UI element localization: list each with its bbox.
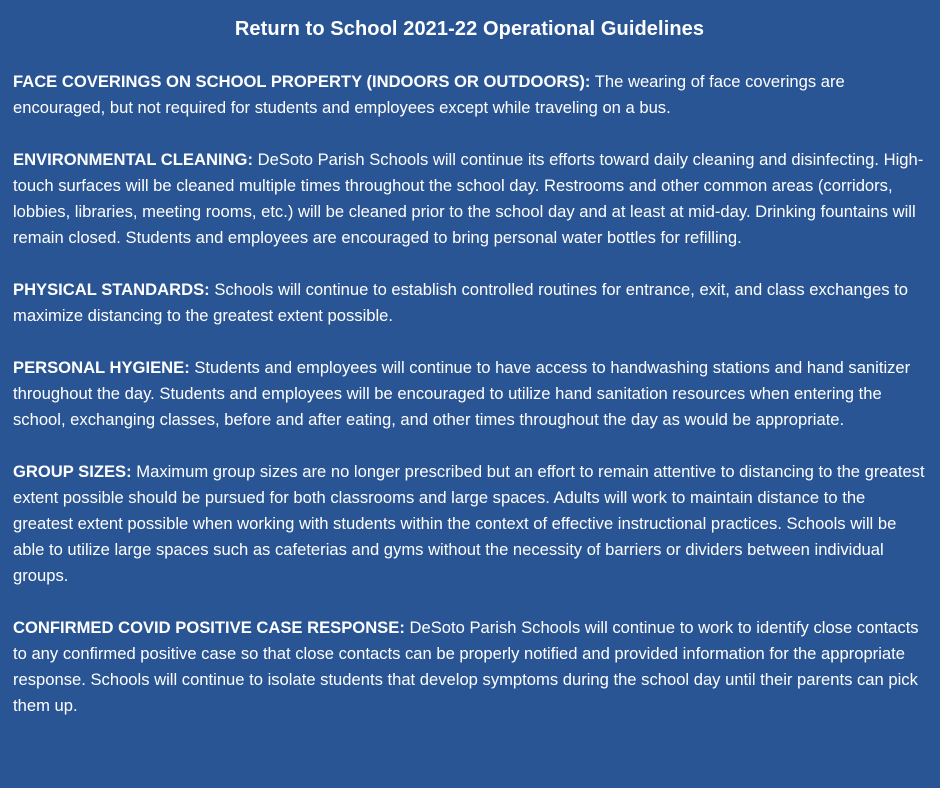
section-heading: PHYSICAL STANDARDS: [13, 280, 210, 299]
section-text: The wearing of face coverings are encouraged, but not required for students and employees except while traveling on a bus. [13, 72, 845, 117]
page-title: Return to School 2021-22 Operational Guidelines [234, 18, 705, 40]
section-physical-standards [13, 277, 926, 329]
section-face-coverings [13, 69, 926, 121]
section-text: Schools will continue to establish controlled routines for entrance, exit, and class exchanges to maximize distancing to the greatest extent possible. [13, 280, 908, 325]
section-group-sizes [13, 459, 926, 589]
section-covid-case-response [13, 615, 926, 719]
section-text: DeSoto Parish Schools will continue its efforts toward daily cleaning and disinfecting. High-touch surfaces will be cleaned multiple times throughout the school day. Restrooms and other common areas (corridors, lobbies, libraries, meeting rooms, etc.) will be cleaned prior to the school day and at least at mid-day. Drinking fountains will remain closed. Students and employees are encouraged to bring personal water bottles for refilling. [13, 150, 924, 247]
section-heading: FACE COVERINGS ON SCHOOL PROPERTY (INDOORS OR OUTDOORS): [13, 72, 591, 91]
section-text: DeSoto Parish Schools will continue to work to identify close contacts to any confirmed positive case so that close contacts can be properly notified and provided information for the appropriate response. Schools will continue to isolate students that develop symptoms during the school day until their parents can pick them up. [13, 618, 919, 715]
section-heading: GROUP SIZES: [13, 462, 132, 481]
section-personal-hygiene [13, 355, 926, 433]
section-heading: ENVIRONMENTAL CLEANING: [13, 150, 253, 169]
section-heading: CONFIRMED COVID POSITIVE CASE RESPONSE: [13, 618, 405, 637]
section-text: Students and employees will continue to have access to handwashing stations and hand sanitizer throughout the day. Students and employees will be encouraged to utilize hand sanitation resources when entering the school, exchanging classes, before and after eating, and other times throughout the day as would be appropriate. [13, 358, 911, 429]
section-environmental-cleaning [13, 147, 926, 251]
section-text: Maximum group sizes are no longer prescribed but an effort to remain attentive to distancing to the greatest extent possible should be pursued for both classrooms and large spaces. Adults will work to maintain distance to the greatest extent possible when working with students within the context of effective instructional practices. Schools will be able to utilize large spaces such as cafeterias and gyms without the necessity of barriers or dividers between individual groups. [13, 462, 925, 585]
section-heading: PERSONAL HYGIENE: [13, 358, 190, 377]
